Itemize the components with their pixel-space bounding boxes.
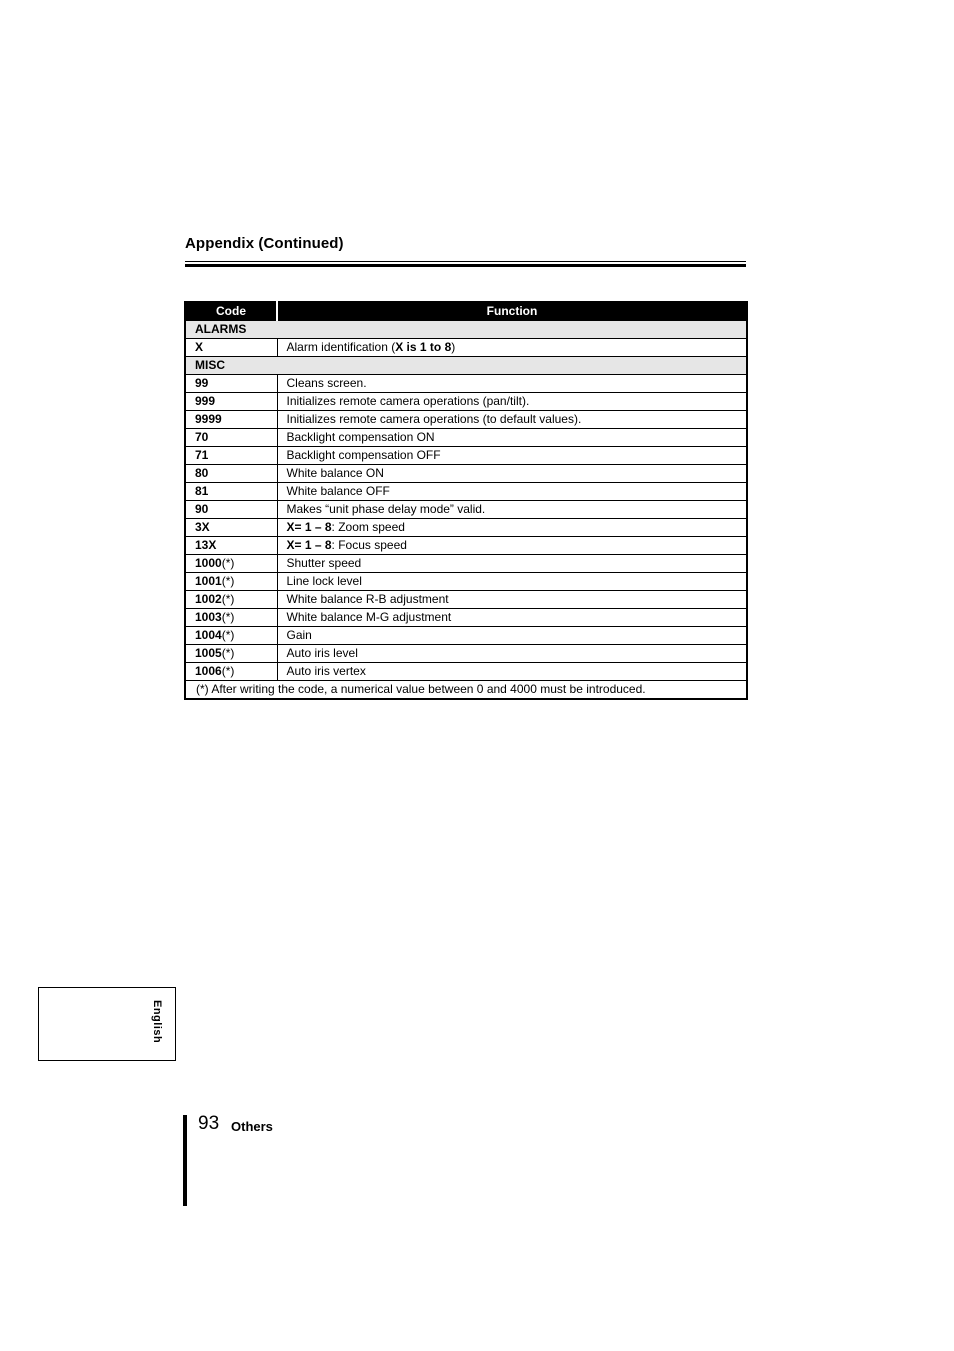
function-cell [277,609,747,627]
code-cell [185,429,277,447]
section-row [185,357,747,375]
function-cell [277,465,747,483]
code-value: 9999 [195,412,222,426]
code-value: 1002 [195,592,222,606]
function-cell [277,411,747,429]
code-value: 1006 [195,664,222,678]
heading-rule [185,261,746,262]
code-cell [185,411,277,429]
code-cell [185,447,277,465]
code-cell [185,501,277,519]
function-text: Cleans screen. [286,376,367,390]
code-value: 71 [195,448,209,462]
function-param: X= 1 – 8 [286,520,332,534]
function-cell [277,555,747,573]
function-cell [277,645,747,663]
code-value: 1005 [195,646,222,660]
table-row [185,591,747,609]
function-param: X= 1 – 8 [286,538,332,552]
function-text: White balance OFF [286,484,390,498]
table-row [185,663,747,681]
code-cell [185,645,277,663]
function-text: Makes “unit phase delay mode” valid. [286,502,486,516]
function-text: Initializes remote camera operations (pan/tilt). [286,394,530,408]
code-value: 70 [195,430,209,444]
table-row [185,627,747,645]
table-row [185,483,747,501]
function-text: Auto iris level [286,646,358,660]
table-body [185,321,747,700]
footer-section-title: Others [231,1119,273,1134]
code-value: X [195,340,204,354]
function-cell [277,393,747,411]
code-value: 81 [195,484,209,498]
function-cell [277,573,747,591]
code-value: 999 [195,394,216,408]
code-suffix: (*) [221,556,235,570]
function-text: Auto iris vertex [286,664,366,678]
table-row [185,375,747,393]
function-text: White balance R-B adjustment [286,592,449,606]
function-param: X is 1 to 8 [395,340,452,354]
function-text: Backlight compensation OFF [286,448,441,462]
code-value: 1000 [195,556,222,570]
code-cell [185,573,277,591]
function-cell [277,537,747,555]
function-text: Line lock level [286,574,362,588]
page-number: 93 [198,1113,220,1134]
code-value: 99 [195,376,209,390]
function-cell [277,627,747,645]
code-suffix: (*) [221,628,235,642]
footnote-row [185,681,747,700]
function-text-end: ) [451,340,456,354]
function-cell [277,501,747,519]
code-value: 1004 [195,628,222,642]
function-text: : Focus speed [331,538,407,552]
table-row [185,411,747,429]
function-cell [277,447,747,465]
header-function: Function [277,302,747,321]
table-row [185,645,747,663]
code-cell [185,375,277,393]
function-cell [277,339,747,357]
function-cell [277,483,747,501]
section-row [185,321,747,339]
code-suffix: (*) [221,574,235,588]
table-row [185,573,747,591]
function-cell [277,663,747,681]
table-row [185,555,747,573]
code-cell [185,519,277,537]
code-suffix: (*) [221,610,235,624]
code-suffix: (*) [221,592,235,606]
function-text: Alarm identification ( [286,340,396,354]
code-cell [185,537,277,555]
language-tab [38,987,176,1061]
section-title: MISC [185,357,747,375]
code-cell [185,393,277,411]
code-cell [185,609,277,627]
code-cell [185,483,277,501]
function-text: : Zoom speed [331,520,405,534]
header-code: Code [185,302,277,321]
code-cell [185,555,277,573]
table-row [185,537,747,555]
footer-bar [183,1115,187,1206]
function-text: Initializes remote camera operations (to default values). [286,412,582,426]
code-cell [185,627,277,645]
function-cell [277,375,747,393]
table-row [185,429,747,447]
code-function-table [184,301,748,700]
code-value: 3X [195,520,210,534]
function-cell [277,429,747,447]
page-heading: Appendix (Continued) [185,235,344,252]
function-text: Gain [286,628,312,642]
code-suffix: (*) [221,664,235,678]
code-value: 1003 [195,610,222,624]
table-row [185,501,747,519]
function-cell [277,519,747,537]
function-text: Shutter speed [286,556,362,570]
function-cell [277,591,747,609]
table-row [185,339,747,357]
table-row [185,447,747,465]
code-suffix: (*) [221,646,235,660]
table-header-row [185,302,747,321]
language-label: English [151,1000,163,1044]
code-cell [185,663,277,681]
footnote: (*) After writing the code, a numerical value between 0 and 4000 must be introduced. [185,681,747,700]
function-text: White balance M-G adjustment [286,610,452,624]
code-value: 90 [195,502,209,516]
code-value: 80 [195,466,209,480]
table-row [185,519,747,537]
code-cell [185,591,277,609]
code-value: 13X [195,538,217,552]
function-text: Backlight compensation ON [286,430,435,444]
section-title: ALARMS [185,321,747,339]
code-value: 1001 [195,574,222,588]
heading-rule-thick [185,264,746,267]
table-row [185,609,747,627]
code-cell [185,339,277,357]
function-text: White balance ON [286,466,384,480]
code-cell [185,465,277,483]
table-row [185,465,747,483]
table-row [185,393,747,411]
